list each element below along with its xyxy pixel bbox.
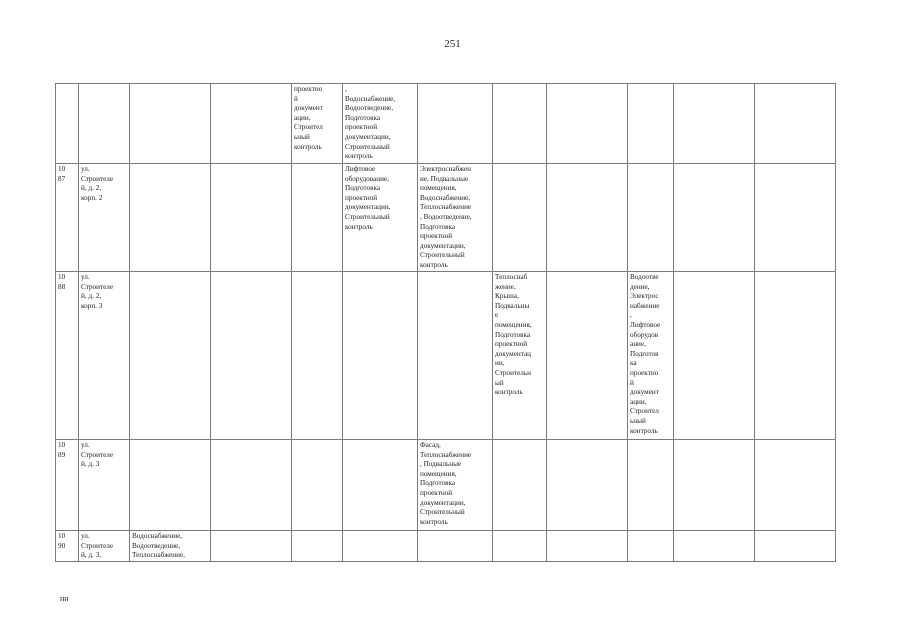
work-cell bbox=[755, 531, 836, 562]
table-row bbox=[56, 440, 836, 531]
work-cell bbox=[130, 164, 211, 272]
work-cell: Водоснабжение, Водоотведение, Теплоснабжение, bbox=[130, 531, 211, 562]
address-cell: ул. Строителе й, д. 2, корп. 2 bbox=[79, 164, 130, 272]
row-number-cell: 10 89 bbox=[56, 440, 79, 531]
work-cell bbox=[343, 440, 418, 531]
work-cell bbox=[493, 164, 547, 272]
work-cell bbox=[292, 164, 343, 272]
row-number-cell: 10 87 bbox=[56, 164, 79, 272]
work-cell: Водоотве дение, Электрос набжение , Лифтовое оборудов ание, Подготов ка проектно й документ ации, Строител ьный контроль bbox=[628, 272, 674, 440]
work-cell bbox=[130, 272, 211, 440]
work-cell bbox=[674, 164, 755, 272]
work-cell bbox=[493, 84, 547, 164]
work-cell bbox=[292, 272, 343, 440]
work-cell bbox=[343, 272, 418, 440]
row-number-cell bbox=[56, 84, 79, 164]
work-cell bbox=[547, 272, 628, 440]
work-cell bbox=[674, 440, 755, 531]
address-cell: ул. Строителе й, д. 2, корп. 3 bbox=[79, 272, 130, 440]
work-cell bbox=[547, 164, 628, 272]
work-cell bbox=[547, 84, 628, 164]
work-cell bbox=[418, 272, 493, 440]
work-cell bbox=[628, 531, 674, 562]
work-cell bbox=[628, 440, 674, 531]
work-cell bbox=[674, 531, 755, 562]
table-row bbox=[56, 164, 836, 272]
address-cell: ул. Строителе й, д. 3, bbox=[79, 531, 130, 562]
page-number: 251 bbox=[444, 38, 461, 50]
work-cell bbox=[628, 84, 674, 164]
work-cell bbox=[343, 531, 418, 562]
work-cell bbox=[547, 531, 628, 562]
work-cell bbox=[418, 84, 493, 164]
work-cell: Электроснабжен ие, Подвальные помещения, Водоснабжение, Теплоснабжение , Водоотведение, Подготовка проектной документации, Строительный контроль bbox=[418, 164, 493, 272]
work-cell bbox=[211, 84, 292, 164]
work-cell bbox=[130, 84, 211, 164]
table-row bbox=[56, 531, 836, 562]
work-cell bbox=[211, 272, 292, 440]
row-number-cell: 10 90 bbox=[56, 531, 79, 562]
address-cell: ул. Строителе й, д. 3 bbox=[79, 440, 130, 531]
work-cell bbox=[547, 440, 628, 531]
work-cell: проектно й документ ации, Строител ьный контроль bbox=[292, 84, 343, 164]
work-cell bbox=[292, 440, 343, 531]
work-cell: Теплоснаб жение, Крыша, Подвальны е помещения, Подготовка проектной документац ии, Строительн ый контроль bbox=[493, 272, 547, 440]
table-row bbox=[56, 272, 836, 440]
table-row bbox=[56, 84, 836, 164]
work-cell bbox=[628, 164, 674, 272]
works-table bbox=[55, 83, 836, 562]
work-cell bbox=[755, 440, 836, 531]
work-cell bbox=[493, 531, 547, 562]
work-cell: Лифтовое оборудование, Подготовка проектной документации, Строительный контроль bbox=[343, 164, 418, 272]
work-cell bbox=[292, 531, 343, 562]
work-cell bbox=[755, 164, 836, 272]
work-cell bbox=[418, 531, 493, 562]
work-cell bbox=[493, 440, 547, 531]
work-cell bbox=[130, 440, 211, 531]
address-cell bbox=[79, 84, 130, 164]
work-cell bbox=[674, 84, 755, 164]
row-number-cell: 10 88 bbox=[56, 272, 79, 440]
work-cell bbox=[755, 84, 836, 164]
footer-mark: нн bbox=[60, 594, 69, 603]
work-cell bbox=[211, 531, 292, 562]
work-cell bbox=[211, 164, 292, 272]
work-cell bbox=[755, 272, 836, 440]
work-cell: Фасад, Теплоснабжение , Подвальные помещения, Подготовка проектной документации, Строительный контроль bbox=[418, 440, 493, 531]
work-cell bbox=[674, 272, 755, 440]
work-cell: , Водоснабжение, Водоотведение, Подготовка проектной документации, Строительный контроль bbox=[343, 84, 418, 164]
work-cell bbox=[211, 440, 292, 531]
